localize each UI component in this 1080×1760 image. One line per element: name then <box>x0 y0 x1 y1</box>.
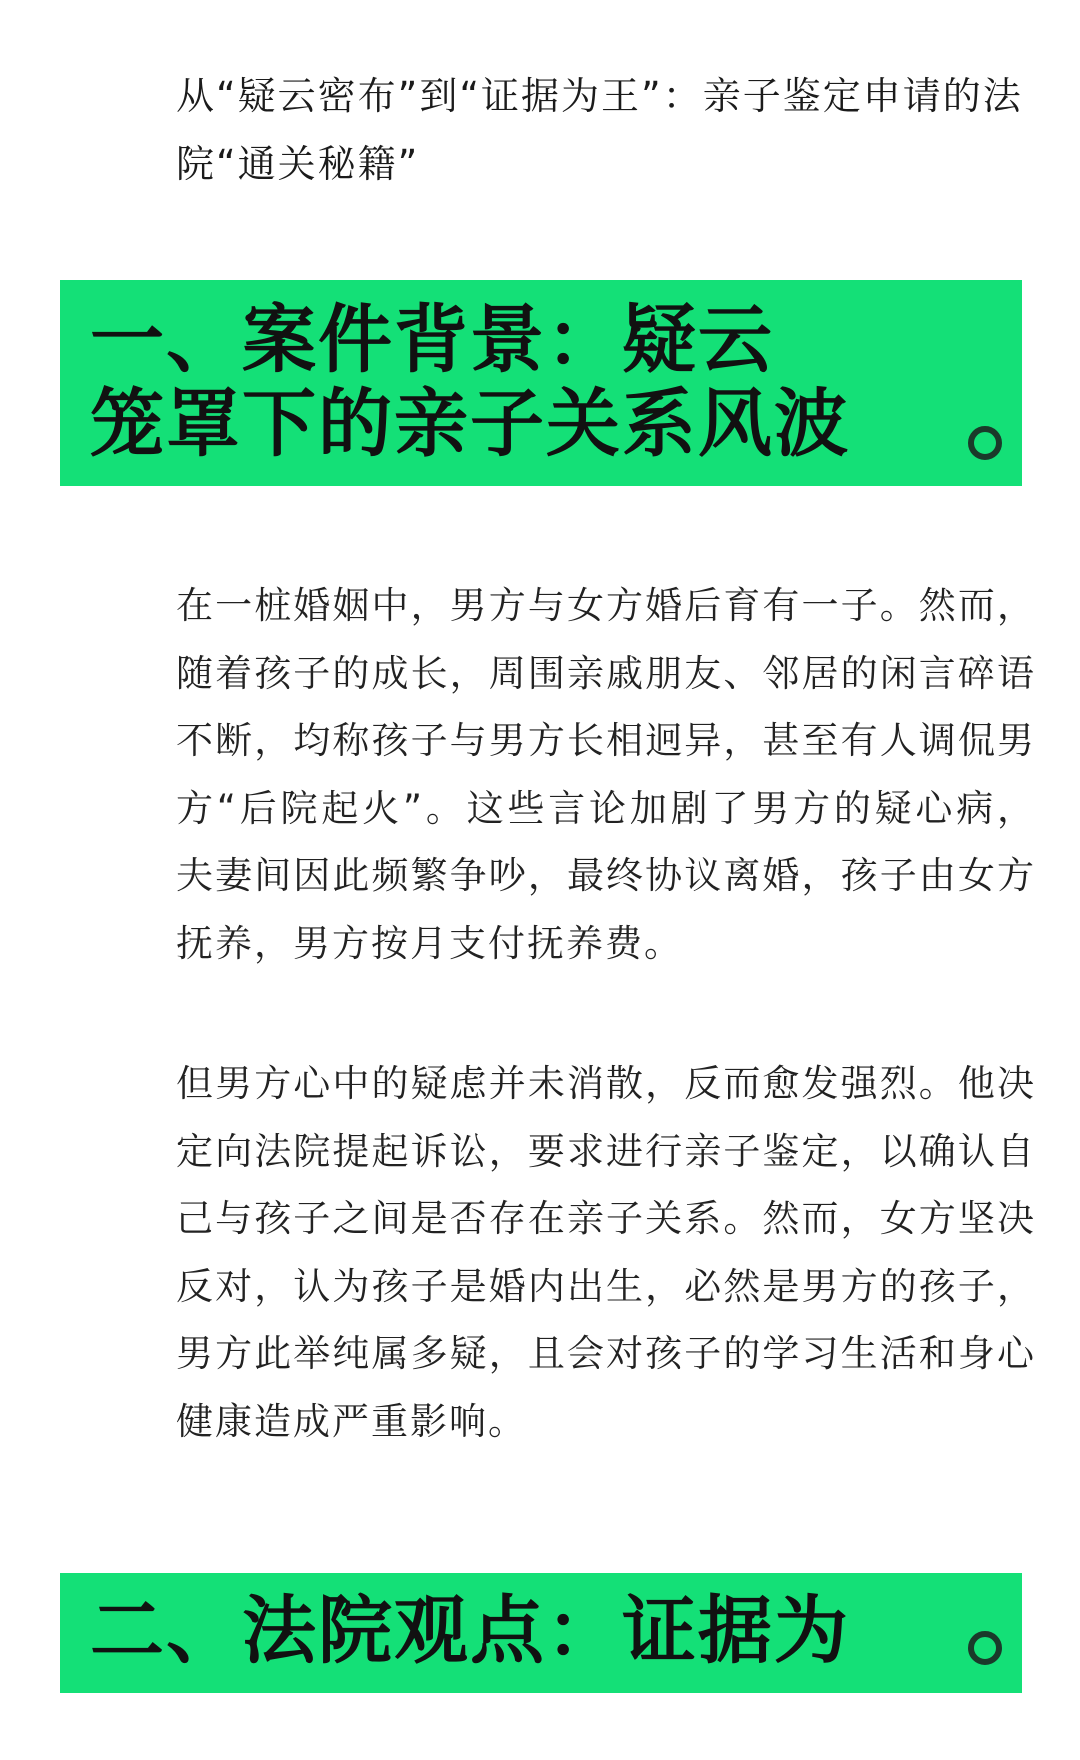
ring-icon <box>968 426 1002 460</box>
body-paragraph-1: 在一桩婚姻中，男方与女方婚后育有一子。然而，随着孩子的成长，周围亲戚朋友、邻居的闲言碎语不断，均称孩子与男方长相迥异，甚至有人调侃男方“后院起火”。这些言论加剧了男方的疑心病，夫妻间因此频繁争吵，最终协议离婚，孩子由女方抚养，男方按月支付抚养费。 <box>176 584 1036 965</box>
section-banner-2 <box>60 1573 1022 1693</box>
article-subtitle: 从“疑云密布”到“证据为王”：亲子鉴定申请的法院“通关秘籍” <box>176 74 1023 186</box>
section-banner-1 <box>60 280 1022 486</box>
section-heading-1: 一、案件背景：疑云 笼罩下的亲子关系风波 <box>90 297 850 467</box>
body-paragraph-2: 但男方心中的疑虑并未消散，反而愈发强烈。他决定向法院提起诉讼，要求进行亲子鉴定，以确认自己与孩子之间是否存在亲子关系。然而，女方坚决反对，认为孩子是婚内出生，必然是男方的孩子，男方此举纯属多疑，且会对孩子的学习生活和身心健康造成严重影响。 <box>176 1062 1036 1443</box>
section-heading-2: 二、法院观点：证据为 <box>90 1588 850 1674</box>
ring-icon <box>968 1631 1002 1665</box>
